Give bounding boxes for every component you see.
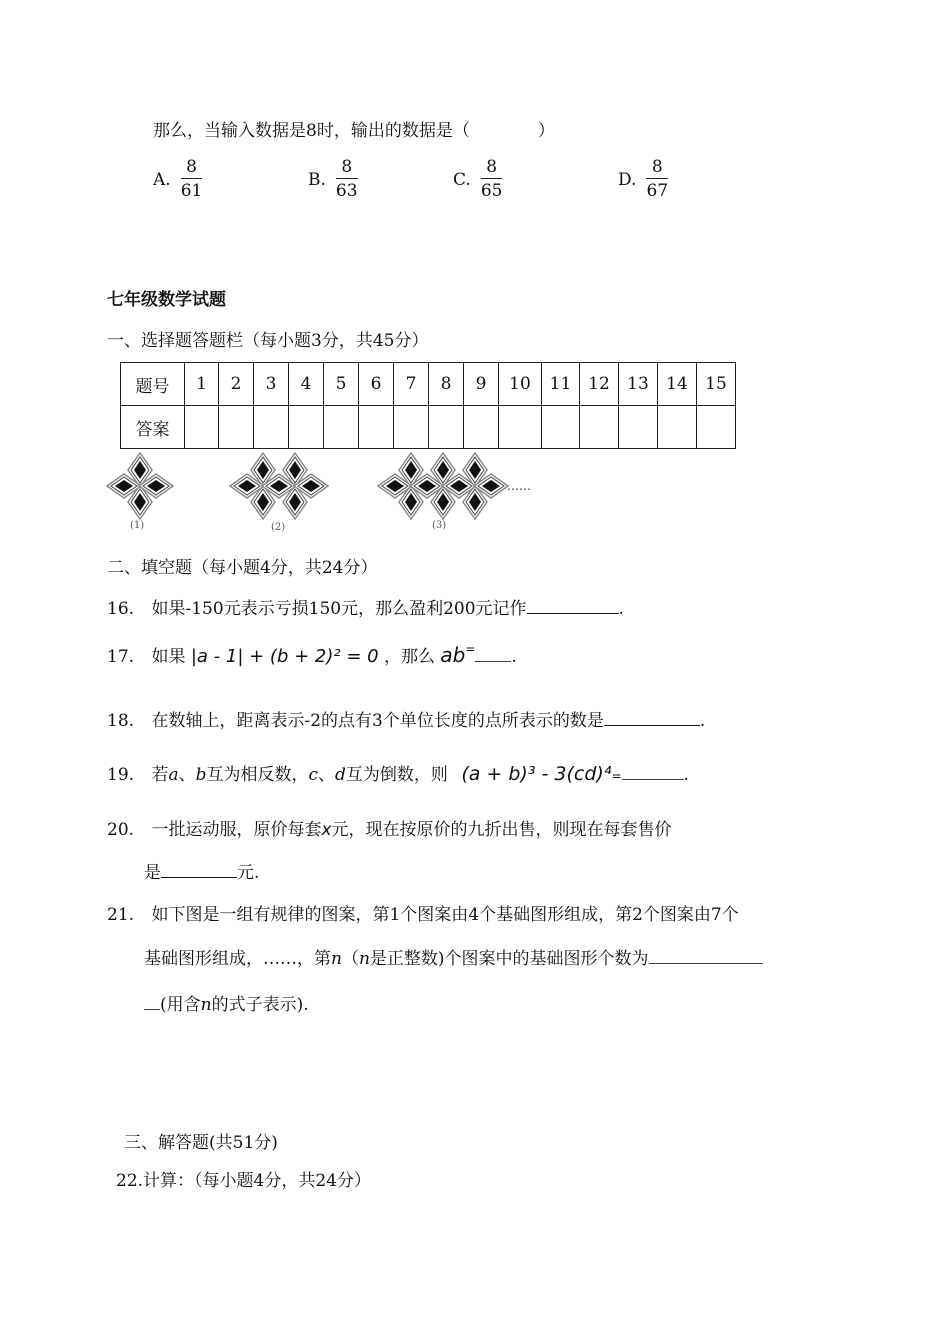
fraction: $\frac{8}{63}$ <box>335 157 358 201</box>
option-b <box>308 156 358 203</box>
question-number: 21. <box>107 905 135 925</box>
question-prefix: 若 <box>151 765 169 785</box>
var-x: x <box>321 820 332 840</box>
pattern-3 <box>378 453 508 519</box>
pattern-1 <box>107 453 173 519</box>
answer-cell[interactable] <box>219 406 254 449</box>
answer-cell[interactable] <box>254 406 289 449</box>
question-text: 是正整数)个图案中的基础图形个数为 <box>369 949 649 969</box>
table-cell: 9 <box>464 363 499 406</box>
math-expression: (a + b)³ - 3(cd)⁴ <box>461 763 612 785</box>
option-c <box>453 156 502 203</box>
answer-cell[interactable] <box>185 406 219 449</box>
question-20 <box>107 815 672 840</box>
question-mid: ，那么 <box>383 647 435 667</box>
table-cell: 1 <box>185 363 219 406</box>
question-text: (用含 <box>160 995 201 1015</box>
answer-cell[interactable] <box>324 406 359 449</box>
table-cell: 11 <box>542 363 580 406</box>
question-text: 的式子表示). <box>211 995 309 1015</box>
option-label: A. <box>153 169 171 190</box>
option-d <box>618 156 668 203</box>
answer-blank[interactable] <box>161 859 237 878</box>
table-cell: 7 <box>394 363 429 406</box>
fraction: $\frac{8}{67}$ <box>646 157 669 201</box>
answer-cell[interactable] <box>542 406 580 449</box>
var-b: b <box>195 765 207 785</box>
table-cell: 14 <box>658 363 697 406</box>
question-21 <box>107 900 739 925</box>
answer-blank[interactable] <box>649 945 763 964</box>
var-n: n <box>331 949 342 969</box>
var-d: d <box>335 765 346 785</box>
pattern-label: (2) <box>271 522 286 532</box>
question-number: 20. <box>107 820 135 840</box>
section3-title: 三、解答题(共51分) <box>124 1133 278 1153</box>
table-cell: 12 <box>580 363 619 406</box>
table-cell: 4 <box>289 363 324 406</box>
answer-cell[interactable] <box>580 406 619 449</box>
period: . <box>511 647 517 667</box>
option-a <box>153 156 202 203</box>
answer-cell[interactable] <box>658 406 697 449</box>
answer-cell[interactable] <box>289 406 324 449</box>
question-text: 如果-150元表示亏损150元，那么盈利200元记作 <box>151 599 527 619</box>
period: . <box>618 599 624 619</box>
period: . <box>699 711 706 731</box>
table-cell: 10 <box>499 363 542 406</box>
option-label: D. <box>618 169 637 190</box>
question-text: 元. <box>237 863 260 883</box>
question-number: 16. <box>107 599 135 619</box>
question-number: 17. <box>107 647 135 667</box>
option-label: B. <box>308 169 326 190</box>
table-cell: 5 <box>324 363 359 406</box>
table-cell: 13 <box>619 363 658 406</box>
answer-cell[interactable] <box>429 406 464 449</box>
table-cell: 15 <box>697 363 736 406</box>
equals-sign: = <box>465 642 476 656</box>
question-20-line2 <box>144 858 259 883</box>
var-c: c <box>308 765 319 785</box>
answer-cell[interactable] <box>394 406 429 449</box>
question-stem: 那么，当输入数据是8时，输出的数据是（ ） <box>153 121 555 141</box>
question-text: 在数轴上，距离表示-2的点有3个单位长度的点所表示的数是 <box>151 711 604 731</box>
period: . <box>683 765 689 785</box>
answer-blank[interactable] <box>527 595 619 614</box>
question-text: 基础图形组成，……，第 <box>144 949 331 969</box>
table-cell: 2 <box>219 363 254 406</box>
question-text: 如下图是一组有规律的图案，第1个图案由4个基础图形组成，第2个图案由7个 <box>151 905 739 925</box>
question-text: 是 <box>144 863 161 883</box>
question-number: 19. <box>107 765 135 785</box>
separator: 、 <box>318 765 336 785</box>
question-text: 元，现在按原价的九折出售，则现在每套售价 <box>331 820 672 840</box>
answer-blank[interactable] <box>604 707 700 726</box>
pattern-ellipsis: …… <box>507 479 531 493</box>
pattern-2 <box>230 453 328 519</box>
question-21-line2 <box>144 944 763 969</box>
table-cell: 3 <box>254 363 289 406</box>
math-expression: |a - 1| + (b + 2)² = 0 <box>190 646 379 667</box>
question-number: 18. <box>107 711 135 731</box>
table-cell: 8 <box>429 363 464 406</box>
fraction: $\frac{8}{65}$ <box>480 157 503 201</box>
pattern-figure <box>105 452 545 532</box>
question-prefix: 如果 <box>151 647 186 667</box>
question-22: 22.计算：（每小题4分，共24分） <box>116 1171 371 1191</box>
var-n: n <box>358 949 370 969</box>
answer-cell[interactable] <box>464 406 499 449</box>
equals-sign: = <box>611 769 622 783</box>
fraction: $\frac{8}{61}$ <box>180 157 203 201</box>
paren: （ <box>341 949 359 969</box>
option-label: C. <box>453 169 471 190</box>
pattern-label: (3) <box>432 520 447 531</box>
var-n: n <box>200 995 212 1015</box>
question-text: 一批运动服，原价每套 <box>151 820 322 840</box>
table-cell: 6 <box>359 363 394 406</box>
answer-cell[interactable] <box>619 406 658 449</box>
question-19 <box>107 760 689 785</box>
table-row <box>121 406 736 449</box>
question-21-line3 <box>144 990 309 1015</box>
answer-cell[interactable] <box>359 406 394 449</box>
table-row <box>121 363 736 406</box>
math-ab: ab <box>440 643 466 667</box>
question-17 <box>107 642 517 667</box>
answer-blank-cont[interactable] <box>144 991 160 1010</box>
answer-cell[interactable] <box>499 406 542 449</box>
var-a: a <box>168 765 179 785</box>
question-text: 互为相反数， <box>206 765 309 785</box>
answer-blank[interactable] <box>622 761 684 780</box>
row-header: 题号 <box>121 363 185 406</box>
sheet-title: 七年级数学试题 <box>107 290 226 310</box>
question-18 <box>107 706 705 731</box>
answer-table <box>120 362 736 449</box>
pattern-label: (1) <box>130 520 145 531</box>
section1-title: 一、选择题答题栏（每小题3分，共45分） <box>107 331 429 351</box>
answer-blank[interactable] <box>475 643 511 662</box>
section2-title: 二、填空题（每小题4分，共24分） <box>107 558 378 578</box>
row-header: 答案 <box>121 406 185 449</box>
question-text: 互为倒数，则 <box>345 765 448 785</box>
question-16 <box>107 594 624 619</box>
answer-cell[interactable] <box>697 406 736 449</box>
separator: 、 <box>178 765 196 785</box>
